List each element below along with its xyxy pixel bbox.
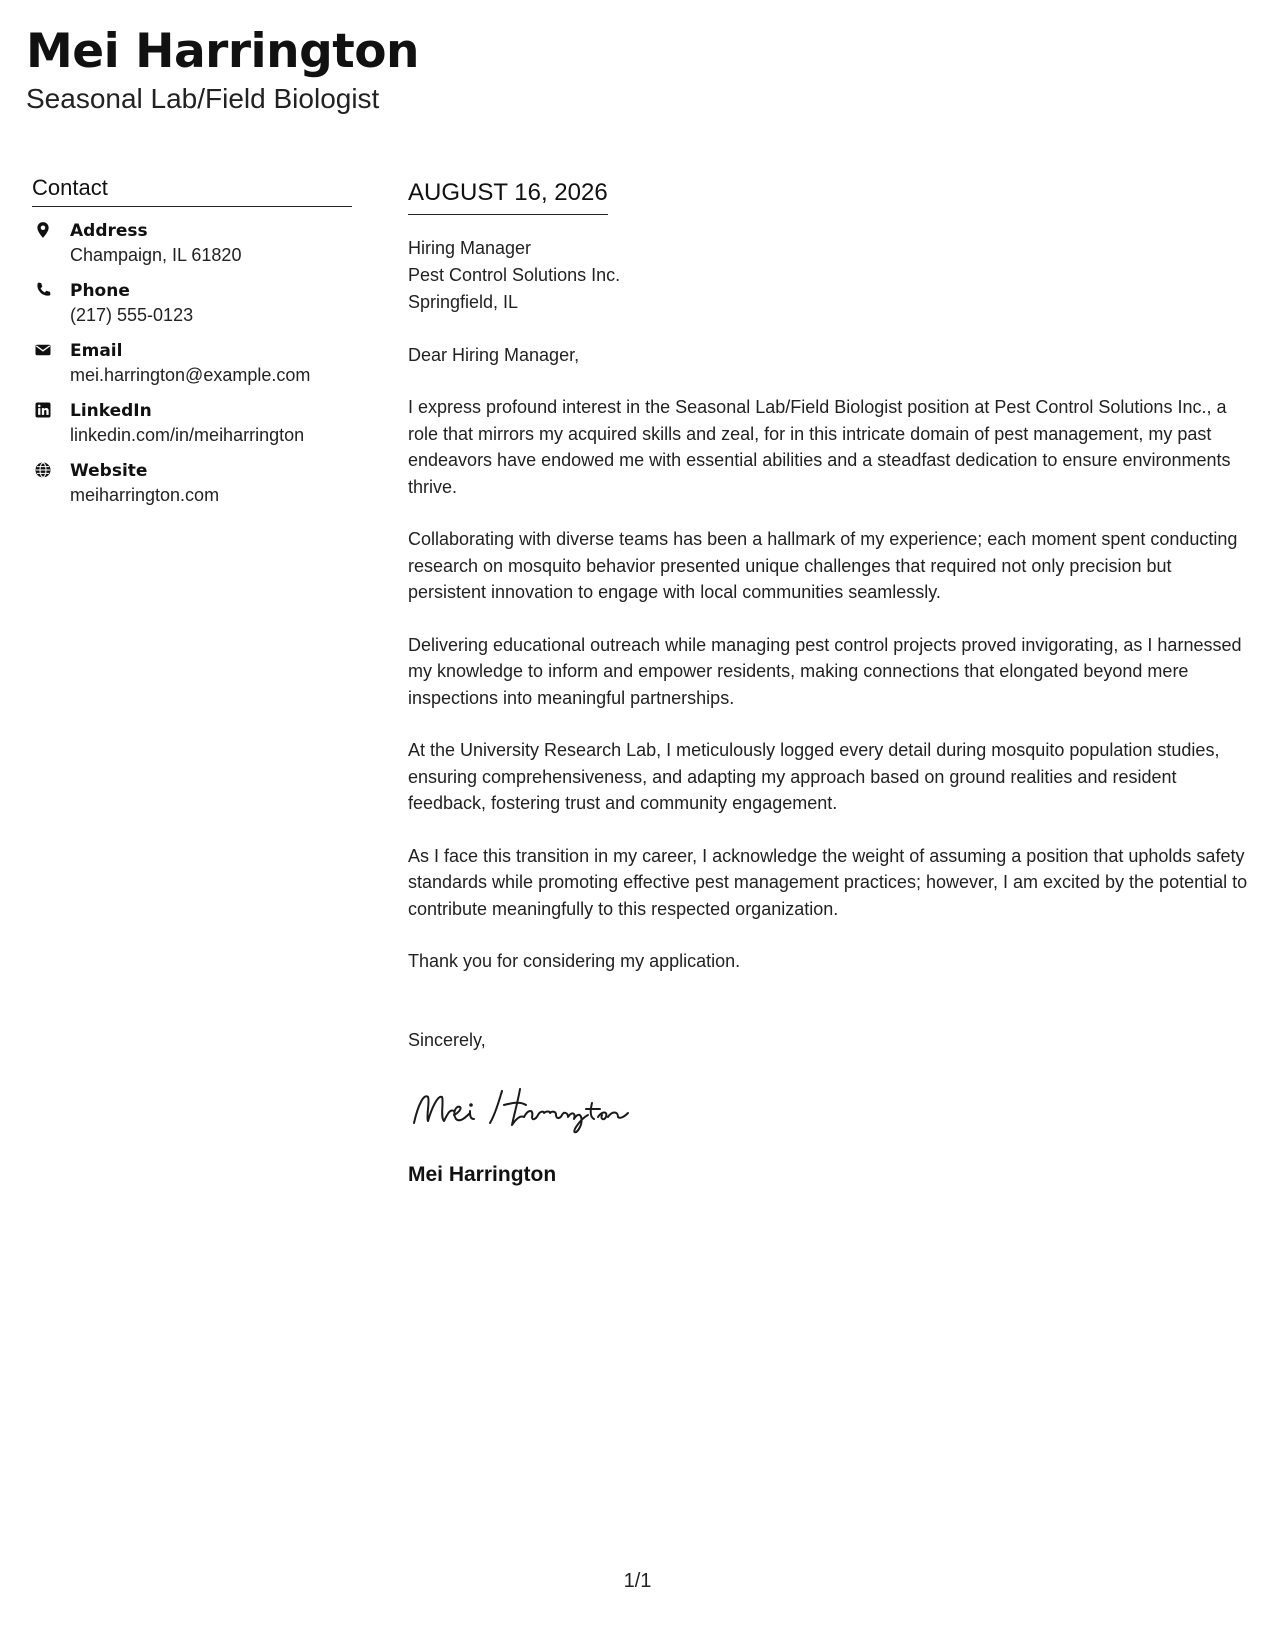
- letter-paragraph: Delivering educational outreach while managing pest control projects proved invigorating, as I harnessed my knowledge to inform and empower residents, making connections that elongated beyond mere inspections into meaningful partnerships.: [408, 634, 1242, 708]
- contact-label: LinkedIn: [70, 401, 152, 421]
- contact-label: Email: [70, 341, 123, 361]
- envelope-icon: [32, 339, 70, 387]
- contact-address: [32, 219, 352, 267]
- letter-body: [408, 178, 1253, 1189]
- letter-paragraph: Collaborating with diverse teams has been a hallmark of my experience; each moment spent conducting research on mosquito behavior presented unique challenges that required not only precision but persistent innovation to engage with local communities seamlessly.: [408, 529, 1238, 602]
- contact-linkedin: [32, 399, 352, 447]
- signer-name: Mei Harrington: [408, 1162, 557, 1186]
- contact-phone: [32, 279, 352, 327]
- contact-value: Champaign, IL 61820: [70, 245, 242, 265]
- recipient-line: Hiring Manager: [408, 238, 532, 258]
- contact-email: [32, 339, 352, 387]
- contact-sidebar: [32, 174, 352, 507]
- letter-paragraph: At the University Research Lab, I meticulously logged every detail during mosquito population studies, ensuring comprehensiveness, and adapting my approach based on ground realities and resident feedback, fostering trust and community engagement.: [408, 740, 1220, 813]
- contact-value: (217) 555-0123: [70, 305, 194, 325]
- contact-heading: Contact: [32, 174, 352, 207]
- page-number: 1/1: [623, 1570, 652, 1592]
- contact-value: linkedin.com/in/meiharrington: [70, 425, 305, 445]
- letter-date: AUGUST 16, 2026: [408, 178, 608, 215]
- globe-icon: [32, 459, 70, 507]
- signature-graphic: [408, 1083, 668, 1143]
- document-header: [26, 22, 419, 116]
- map-pin-icon: [32, 219, 70, 267]
- letter-paragraph: Thank you for considering my application.: [408, 951, 741, 971]
- recipient-block: [408, 235, 1253, 316]
- contact-label: Phone: [70, 281, 130, 301]
- contact-label: Website: [70, 461, 148, 481]
- recipient-line: Pest Control Solutions Inc.: [408, 265, 621, 285]
- contact-website: [32, 459, 352, 507]
- letter-paragraph: I express profound interest in the Seasonal Lab/Field Biologist position at Pest Control Solutions Inc., a role that mirrors my acquired skills and zeal, for in this intricate domain of pest management, my past endeavors have endowed me with essential abilities and a steadfast dedication to ensure environments thrive.: [408, 397, 1231, 497]
- contact-label: Address: [70, 221, 148, 241]
- handwritten-signature: [408, 1083, 1253, 1143]
- salutation: Dear Hiring Manager,: [408, 345, 580, 365]
- contact-value: mei.harrington@example.com: [70, 365, 311, 385]
- linkedin-icon: [32, 399, 70, 447]
- recipient-line: Springfield, IL: [408, 292, 519, 312]
- letter-paragraph: As I face this transition in my career, I acknowledge the weight of assuming a position that upholds safety standards while promoting effective pest management practices; however, I am excited by the potential to contribute meaningfully to this respected organization.: [408, 845, 1248, 919]
- closing: Sincerely,: [408, 1029, 486, 1050]
- applicant-name: Mei Harrington: [26, 24, 419, 79]
- contact-value: meiharrington.com: [70, 485, 220, 505]
- job-title: Seasonal Lab/Field Biologist: [26, 83, 380, 114]
- phone-icon: [32, 279, 70, 327]
